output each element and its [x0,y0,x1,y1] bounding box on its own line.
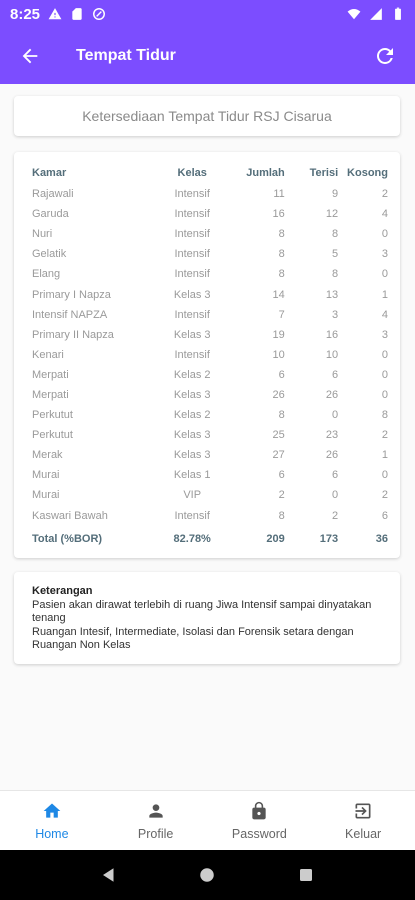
nav-item-password[interactable] [208,791,312,850]
cell-jumlah: 8 [278,409,285,422]
cell-terisi: 8 [332,228,339,241]
cell-kosong: 2 [381,188,388,201]
cell-kelas: Kelas 2 [173,409,211,422]
cell-kosong: 1 [381,288,388,301]
table-row [32,385,388,405]
cell-terisi: 5 [332,248,339,261]
circle-home-icon [198,866,216,884]
nav-label-profile: Profile [137,826,174,841]
refresh-button[interactable] [371,42,399,70]
cell-jumlah: 16 [272,208,285,221]
nav-item-logout[interactable] [311,791,415,850]
cell-terisi: 9 [332,188,339,201]
nav-item-home[interactable] [0,791,104,850]
cell-kelas: Intensif [174,308,210,321]
cell-kelas: Intensif [174,188,210,201]
cell-kosong: 4 [381,208,388,221]
cell-terisi: 6 [332,368,339,381]
table-row [32,284,388,304]
cell-kamar: Gelatik [32,248,67,261]
note-line-2: Ruangan Intesif, Intermediate, Isolasi dan Forensik setara dengan Ruangan Non Kelas [32,625,354,651]
cell-kelas: Kelas 3 [173,449,211,462]
cell-kamar: Elang [32,268,61,281]
cell-kamar: Merpati [32,388,69,401]
nav-item-profile[interactable] [104,791,208,850]
cell-kosong: 0 [381,228,388,241]
bottom-nav [0,790,415,850]
cell-kamar: Rajawali [32,188,74,201]
cell-kosong: 8 [381,409,388,422]
bed-availability-card [14,152,400,558]
signal-icon [369,7,383,21]
table-row [32,405,388,425]
logout-icon [353,801,373,821]
note-line-1: Pasien akan dirawat terlebih di ruang Jiwa Intensif sampai dinyatakan tenang [32,598,372,624]
cell-kosong: 0 [381,268,388,281]
table-row [32,224,388,244]
cell-terisi: 3 [332,308,339,321]
cell-kamar: Murai [32,489,60,502]
cell-kamar: Merak [32,449,63,462]
table-row [32,365,388,385]
cell-kosong: 6 [381,509,388,522]
availability-header-text: Ketersediaan Tempat Tidur RSJ Cisarua [82,108,332,124]
cell-kosong: 2 [381,429,388,442]
cell-kamar: Kaswari Bawah [32,509,108,522]
cell-kelas: Intensif [174,268,210,281]
cell-jumlah: 6 [278,469,285,482]
total-label: Total (%BOR) [32,532,103,545]
total-terisi: 173 [319,532,339,545]
cell-kelas: Intensif [174,228,210,241]
back-button[interactable] [16,42,44,70]
col-header-jumlah: Jumlah [246,167,285,179]
total-kosong: 36 [375,532,388,545]
cell-kosong: 2 [381,489,388,502]
nav-label-logout: Keluar [345,826,382,841]
cell-kelas: Intensif [174,509,210,522]
system-home-button[interactable] [192,860,222,890]
cell-terisi: 16 [325,328,339,341]
nav-label-home: Home [35,826,69,841]
cell-terisi: 13 [325,288,339,301]
cell-terisi: 8 [332,268,339,281]
cell-kelas: Intensif [174,348,210,361]
cell-terisi: 26 [325,449,339,462]
status-time: 8:25 [10,5,41,23]
table-row [32,425,388,445]
system-nav-bar [0,850,415,900]
cell-kamar: Intensif NAPZA [32,308,108,321]
cell-kamar: Kenari [32,348,64,361]
bed-availability-table [32,162,388,552]
table-row [32,345,388,365]
cell-kosong: 0 [381,469,388,482]
cell-kamar: Perkutut [32,409,73,422]
table-row [32,485,388,505]
cell-kamar: Primary II Napza [32,328,114,341]
cell-kosong: 3 [381,248,388,261]
table-row [32,506,388,526]
total-bor: 82.78% [173,532,211,545]
status-bar [0,0,415,28]
table-total-row [32,526,388,552]
wifi-icon [347,7,361,21]
cell-terisi: 0 [332,489,339,502]
cell-kelas: VIP [183,489,202,502]
cell-kamar: Nuri [32,228,53,241]
table-row [32,325,388,345]
battery-icon [391,7,405,21]
table-row [32,264,388,284]
home-icon [42,801,62,821]
cell-terisi: 26 [325,388,339,401]
cell-jumlah: 10 [272,348,285,361]
cell-kamar: Garuda [32,208,69,221]
cell-terisi: 2 [332,509,339,522]
col-header-kelas: Kelas [177,167,207,179]
cell-kamar: Perkutut [32,429,73,442]
square-recents-icon [297,866,315,884]
cell-jumlah: 8 [278,509,285,522]
nav-label-password: Password [231,826,287,841]
table-row [32,305,388,325]
system-back-button[interactable] [94,860,124,890]
cell-kosong: 4 [381,308,388,321]
table-row [32,184,388,204]
refresh-icon [373,44,397,68]
cell-jumlah: 7 [278,308,285,321]
warning-icon [48,7,62,21]
cell-kelas: Intensif [174,248,210,261]
data-saver-icon [92,7,106,21]
table-row [32,465,388,485]
cell-jumlah: 11 [273,188,285,201]
note-card [14,572,400,664]
cell-kelas: Intensif [174,208,210,221]
cell-kosong: 3 [381,328,388,341]
cell-kelas: Kelas 1 [173,469,211,482]
cell-terisi: 23 [325,429,339,442]
cell-kelas: Kelas 3 [173,388,211,401]
cell-kelas: Kelas 3 [173,288,211,301]
cell-jumlah: 6 [278,368,285,381]
cell-kosong: 0 [381,348,388,361]
page-title: Tempat Tidur [76,47,176,64]
cell-kosong: 1 [381,449,388,462]
lock-icon [249,801,269,821]
cell-jumlah: 2 [278,489,285,502]
col-header-kamar: Kamar [32,167,67,179]
table-row [32,445,388,465]
cell-jumlah: 26 [272,388,285,401]
cell-kamar: Primary I Napza [32,288,111,301]
cell-terisi: 10 [325,348,339,361]
cell-kelas: Kelas 3 [173,328,211,341]
col-header-kosong: Kosong [347,167,388,179]
cell-jumlah: 14 [272,288,285,301]
cell-kosong: 0 [381,368,388,381]
cell-terisi: 6 [332,469,339,482]
total-jumlah: 209 [266,532,285,545]
cell-jumlah: 27 [272,449,285,462]
cell-jumlah: 25 [272,429,285,442]
table-row [32,204,388,224]
system-recents-button[interactable] [291,860,321,890]
col-header-terisi: Terisi [309,167,339,179]
cell-terisi: 0 [332,409,339,422]
cell-kelas: Kelas 3 [173,429,211,442]
app-bar [0,28,415,84]
cell-jumlah: 8 [278,248,285,261]
cell-kosong: 0 [381,388,388,401]
person-icon [146,801,166,821]
cell-jumlah: 8 [278,228,285,241]
cell-jumlah: 19 [272,328,285,341]
cell-kamar: Merpati [32,368,69,381]
arrow-back-icon [19,45,41,67]
cell-terisi: 12 [325,208,339,221]
availability-header-card [14,96,400,136]
cell-kamar: Murai [32,469,60,482]
sd-card-icon [70,7,84,21]
table-header-row [32,162,388,184]
cell-jumlah: 8 [278,268,285,281]
table-row [32,244,388,264]
note-title: Keterangan [32,585,93,597]
triangle-back-icon [100,866,118,884]
cell-kelas: Kelas 2 [173,368,211,381]
